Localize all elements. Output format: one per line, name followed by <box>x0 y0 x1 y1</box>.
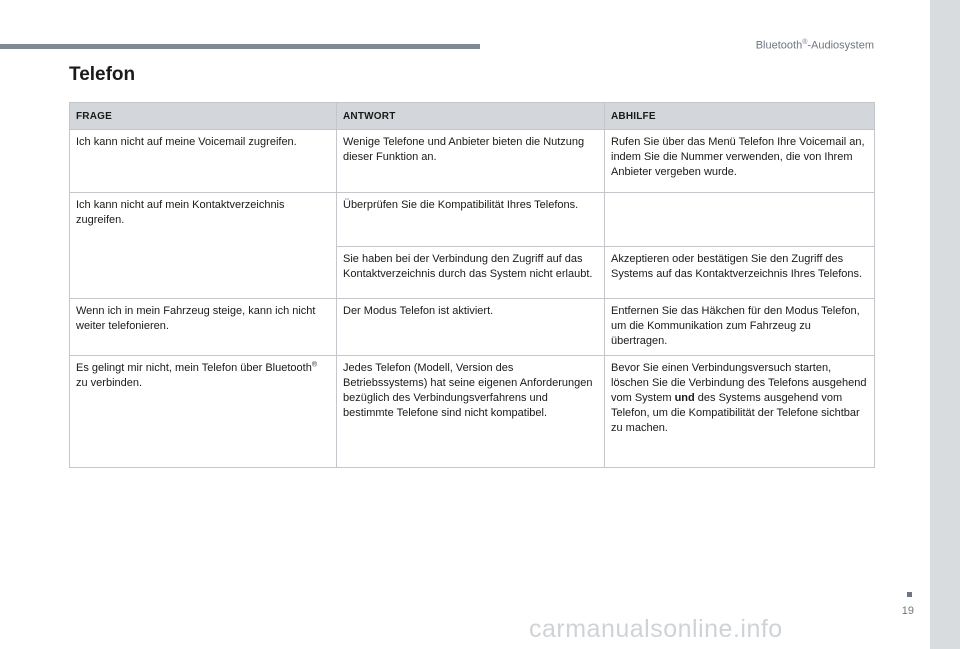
cell-frage: Ich kann nicht auf mein Kontaktverzeichnis zugreifen. <box>70 193 337 299</box>
header-rule <box>0 44 480 49</box>
cell-abhilfe <box>605 193 875 247</box>
cell-frage: Es gelingt mir nicht, mein Telefon über Bluetooth® zu verbinden. <box>70 356 337 468</box>
table-header-row <box>70 103 875 130</box>
page-number: 19 <box>901 605 914 617</box>
page-marker <box>907 592 912 597</box>
table-row <box>70 193 875 247</box>
cell-frage: Wenn ich in mein Fahrzeug steige, kann ich nicht weiter telefonieren. <box>70 299 337 356</box>
column-header-abhilfe: ABHILFE <box>605 103 875 130</box>
troubleshooting-table <box>69 102 875 468</box>
column-header-antwort: ANTWORT <box>337 103 605 130</box>
watermark: carmanualsonline.info <box>529 615 783 643</box>
table-row <box>70 299 875 356</box>
cell-antwort: Der Modus Telefon ist aktiviert. <box>337 299 605 356</box>
column-header-frage: FRAGE <box>70 103 337 130</box>
cell-abhilfe: Rufen Sie über das Menü Telefon Ihre Voicemail an, indem Sie die Nummer verwenden, die von Ihrem Anbieter vergeben wurde. <box>605 130 875 193</box>
cell-antwort: Wenige Telefone und Anbieter bieten die Nutzung dieser Funktion an. <box>337 130 605 193</box>
table-row <box>70 356 875 468</box>
page-title: Telefon <box>69 64 136 85</box>
cell-abhilfe: Bevor Sie einen Verbindungsversuch starten, löschen Sie die Verbindung des Telefons ausgehend vom System und des Systems ausgehend vom Telefon, um die Kompatibilität der Telefone sichtbar zu machen. <box>605 356 875 468</box>
side-margin-strip <box>930 0 960 649</box>
cell-antwort: Sie haben bei der Verbindung den Zugriff auf das Kontaktverzeichnis durch das System nicht erlaubt. <box>337 247 605 299</box>
cell-abhilfe: Entfernen Sie das Häkchen für den Modus Telefon, um die Kommunikation zum Fahrzeug zu übertragen. <box>605 299 875 356</box>
table-row <box>70 130 875 193</box>
cell-antwort: Überprüfen Sie die Kompatibilität Ihres Telefons. <box>337 193 605 247</box>
cell-frage: Ich kann nicht auf meine Voicemail zugreifen. <box>70 130 337 193</box>
cell-antwort: Jedes Telefon (Modell, Version des Betriebssystems) hat seine eigenen Anforderungen bezüglich des Verbindungsverfahrens und bestimmte Telefone sind nicht kompatibel. <box>337 356 605 468</box>
section-title: Bluetooth®-Audiosystem <box>755 39 874 52</box>
cell-abhilfe: Akzeptieren oder bestätigen Sie den Zugriff des Systems auf das Kontaktverzeichnis Ihres Telefons. <box>605 247 875 299</box>
